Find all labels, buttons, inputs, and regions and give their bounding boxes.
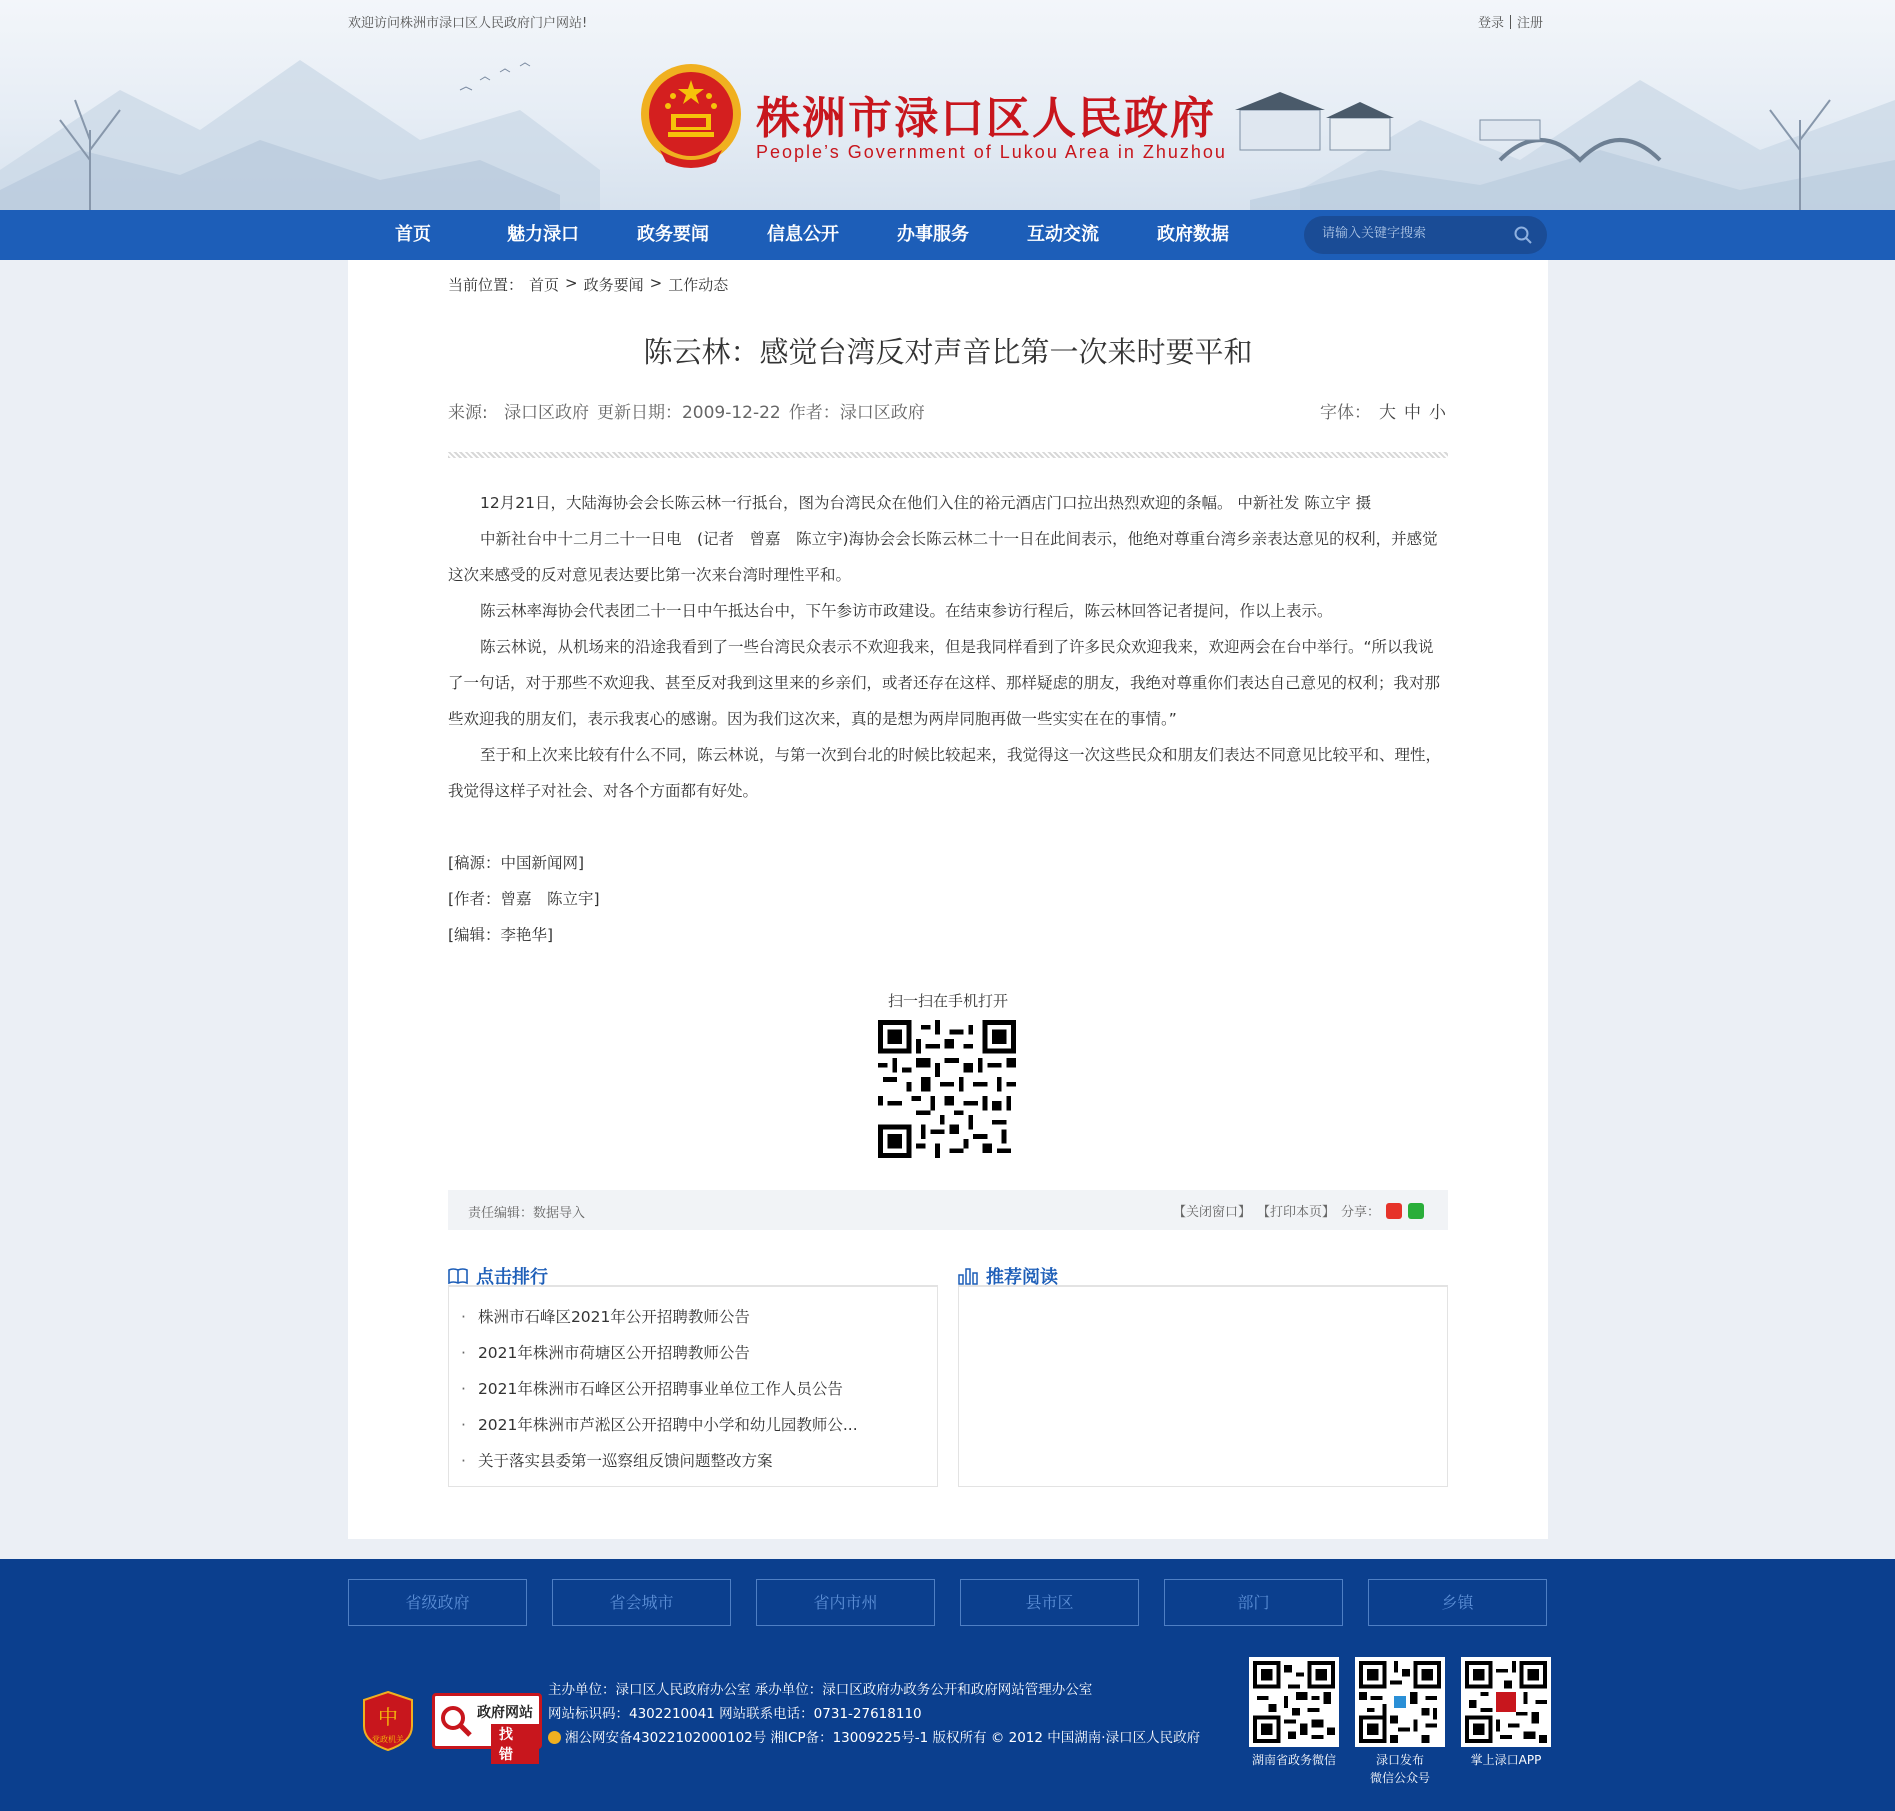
main-content — [348, 260, 1548, 1539]
footer-links — [348, 1579, 1547, 1626]
footer-qrcodes — [1248, 1657, 1552, 1787]
police-badge-icon — [548, 1731, 561, 1744]
nav-item-disclosure[interactable]: 信息公开 — [767, 224, 839, 245]
magnifier-icon — [439, 1704, 473, 1738]
party-government-badge-icon[interactable] — [360, 1690, 416, 1752]
badge2-line2: 找 错 — [491, 1724, 539, 1764]
auth-links — [1478, 12, 1543, 31]
list-item[interactable]: · 2021年株洲市芦淞区公开招聘中小学和幼儿园教师公... — [461, 1407, 921, 1443]
article-footer-bar — [448, 1190, 1448, 1230]
site-footer — [0, 1559, 1895, 1811]
search-box — [1304, 216, 1547, 254]
footer-link-capitals[interactable]: 省会城市 — [552, 1579, 731, 1626]
article-paragraph: 12月21日，大陆海协会会长陈云林一行抵台，图为台湾民众在他们入住的裕元酒店门口拉出热烈欢迎的条幅。 中新社发 陈立宇 摄 — [480, 494, 1372, 512]
footer-info-site-id: 网站标识码：4302210041 网站联系电话：0731-27618110 — [548, 1706, 922, 1722]
qrcode-label: 渌口发布 微信公众号 — [1369, 1753, 1430, 1785]
qr-label: 扫一扫在手机打开 — [887, 992, 1008, 1010]
article-credit-editor: [编辑：李艳华] — [448, 926, 554, 944]
footer-link-cities[interactable]: 省内市州 — [756, 1579, 935, 1626]
list-item[interactable]: · 株洲市石峰区2021年公开招聘教师公告 — [461, 1299, 921, 1335]
responsible-editor: 责任编辑：数据导入 — [468, 1206, 586, 1221]
wechat-share-icon[interactable] — [1408, 1203, 1424, 1219]
font-size-small[interactable]: 小 — [1429, 403, 1446, 423]
recommend-title: 推荐阅读 — [986, 1267, 1058, 1288]
qrcode-lukou-app — [1460, 1657, 1552, 1787]
list-item[interactable]: · 2021年株洲市石峰区公开招聘事业单位工作人员公告 — [461, 1371, 921, 1407]
main-nav — [0, 210, 1895, 260]
breadcrumb-work[interactable]: 工作动态 — [668, 276, 729, 294]
print-button[interactable]: 【打印本页】 — [1256, 1205, 1335, 1220]
bar-chart-icon — [958, 1267, 978, 1285]
search-input[interactable] — [1322, 226, 1502, 241]
login-link[interactable]: 登录 — [1477, 16, 1504, 31]
national-emblem-icon — [638, 62, 744, 172]
font-size-large[interactable]: 大 — [1379, 403, 1396, 423]
weibo-share-icon[interactable] — [1386, 1203, 1402, 1219]
font-size-medium[interactable]: 中 — [1404, 403, 1421, 423]
qrcode-hunan-wechat — [1248, 1657, 1340, 1787]
article-paragraph: 中新社台中十二月二十一日电 (记者 曾嘉 陈立宇)海协会会长陈云林二十一日在此间表示，他绝对尊重台湾乡亲表达意见的权利，并感觉这次来感受的反对意见表达要比第一次来台湾时理性平和。 — [448, 530, 1438, 584]
qrcode-label: 掌上渌口APP — [1470, 1753, 1542, 1767]
nav-item-news[interactable]: 政务要闻 — [637, 224, 709, 245]
badge1-text: 党政机关 — [372, 1735, 404, 1744]
footer-link-towns[interactable]: 乡镇 — [1368, 1579, 1547, 1626]
footer-info-icp — [548, 1726, 1200, 1750]
footer-info-icp-text: 湘公网安备43022102000102号 湘ICP备：13009225号-1 版权所有 © 2012 中国湖南·渌口区人民政府 — [565, 1730, 1201, 1746]
svg-text:中: 中 — [378, 1705, 398, 1729]
article-paragraph: 至于和上次来比较有什么不同，陈云林说，与第一次到台北的时候比较起来，我觉得这一次这些民众和朋友们表达不同意见比较平和、理性，我觉得这样子对社会、对各个方面都有好处。 — [448, 746, 1442, 800]
register-link[interactable]: 注册 — [1516, 16, 1543, 31]
article-paragraph: 陈云林率海协会代表团二十一日中午抵达台中，下午参访市政建设。在结束参访行程后，陈云林回答记者提问，作以上表示。 — [480, 602, 1333, 620]
divider — [448, 452, 1448, 458]
footer-link-provincial[interactable]: 省级政府 — [348, 1579, 527, 1626]
site-title: 株洲市渌口区人民政府 — [756, 93, 1216, 144]
font-size-label: 字体： — [1320, 403, 1371, 423]
article-paragraph: 陈云林说，从机场来的沿途我看到了一些台湾民众表示不欢迎我来，但是我同样看到了许多民众欢迎我来，欢迎两会在台中举行。“所以我说了一句话，对于那些不欢迎我、甚至反对我到这里来的乡亲们，或者还存在这样、那样疑虑的朋友，我绝对尊重你们表达自己意见的权利；我对那些欢迎我的朋友们，表示我衷心的感谢。因为我们这次来，真的是想为两岸同胞再做一些实实在在的事情。” — [448, 638, 1441, 728]
book-icon — [448, 1267, 468, 1285]
article-body — [448, 485, 1448, 953]
qr-code-icon — [1249, 1657, 1339, 1747]
divider — [1510, 15, 1511, 29]
rank-list — [449, 1287, 937, 1479]
article-author: 作者：渌口区政府 — [788, 403, 925, 423]
nav-item-services[interactable]: 办事服务 — [897, 224, 969, 245]
article-title: 陈云林：感觉台湾反对声音比第一次来时要平和 — [643, 335, 1253, 369]
article-date: 更新日期：2009-12-22 — [596, 403, 781, 423]
article-source: 来源: 渌口区政府 — [448, 403, 589, 423]
footer-link-departments[interactable]: 部门 — [1164, 1579, 1343, 1626]
nav-items — [348, 210, 1258, 260]
welcome-text: 欢迎访问株洲市渌口区人民政府门户网站! — [348, 16, 588, 31]
badge2-line1: 政府网站 — [477, 1705, 533, 1721]
breadcrumb — [448, 274, 728, 295]
qr-code-icon — [1461, 1657, 1551, 1747]
share-label: 分享： — [1340, 1205, 1380, 1220]
article-credit-author: [作者：曾嘉 陈立宇] — [448, 890, 600, 908]
qr-code-icon — [1355, 1657, 1445, 1747]
list-item[interactable]: · 关于落实县委第一巡察组反馈问题整改方案 — [461, 1443, 921, 1479]
nav-item-data[interactable]: 政府数据 — [1157, 224, 1229, 245]
article-meta — [448, 398, 925, 423]
breadcrumb-sep: > — [649, 274, 663, 292]
search-icon[interactable] — [1513, 225, 1533, 245]
nav-item-interaction[interactable]: 互动交流 — [1027, 224, 1099, 245]
nav-item-home[interactable]: 首页 — [395, 224, 431, 245]
close-window-button[interactable]: 【关闭窗口】 — [1172, 1205, 1251, 1220]
site-subtitle: People’s Government of Lukou Area in Zhuzhou — [756, 142, 1227, 162]
qrcode-label: 湖南省政务微信 — [1251, 1753, 1336, 1767]
breadcrumb-sep: > — [565, 274, 578, 292]
site-header — [0, 0, 1895, 210]
rank-title: 点击排行 — [476, 1267, 548, 1288]
nav-item-charm[interactable]: 魅力渌口 — [507, 224, 579, 245]
footer-info-organizer: 主办单位：渌口区人民政府办公室 承办单位：渌口区政府办政务公开和政府网站管理办公室 — [548, 1682, 1093, 1698]
breadcrumb-news[interactable]: 政务要闻 — [583, 276, 644, 294]
qrcode-lukou-wechat — [1354, 1657, 1446, 1787]
article-credit-source: [稿源：中国新闻网] — [448, 854, 585, 872]
rank-list-box — [448, 1285, 938, 1487]
qr-code-icon — [878, 1020, 1016, 1158]
font-size-control — [1320, 398, 1446, 423]
breadcrumb-home[interactable]: 首页 — [529, 276, 560, 294]
footer-link-counties[interactable]: 县市区 — [960, 1579, 1139, 1626]
recommend-list-box — [958, 1285, 1448, 1487]
footer-info — [548, 1678, 1200, 1750]
site-error-report-badge[interactable] — [432, 1693, 542, 1763]
list-item[interactable]: · 2021年株洲市荷塘区公开招聘教师公告 — [461, 1335, 921, 1371]
article-actions — [1173, 1201, 1424, 1220]
breadcrumb-prefix: 当前位置： — [448, 276, 524, 294]
